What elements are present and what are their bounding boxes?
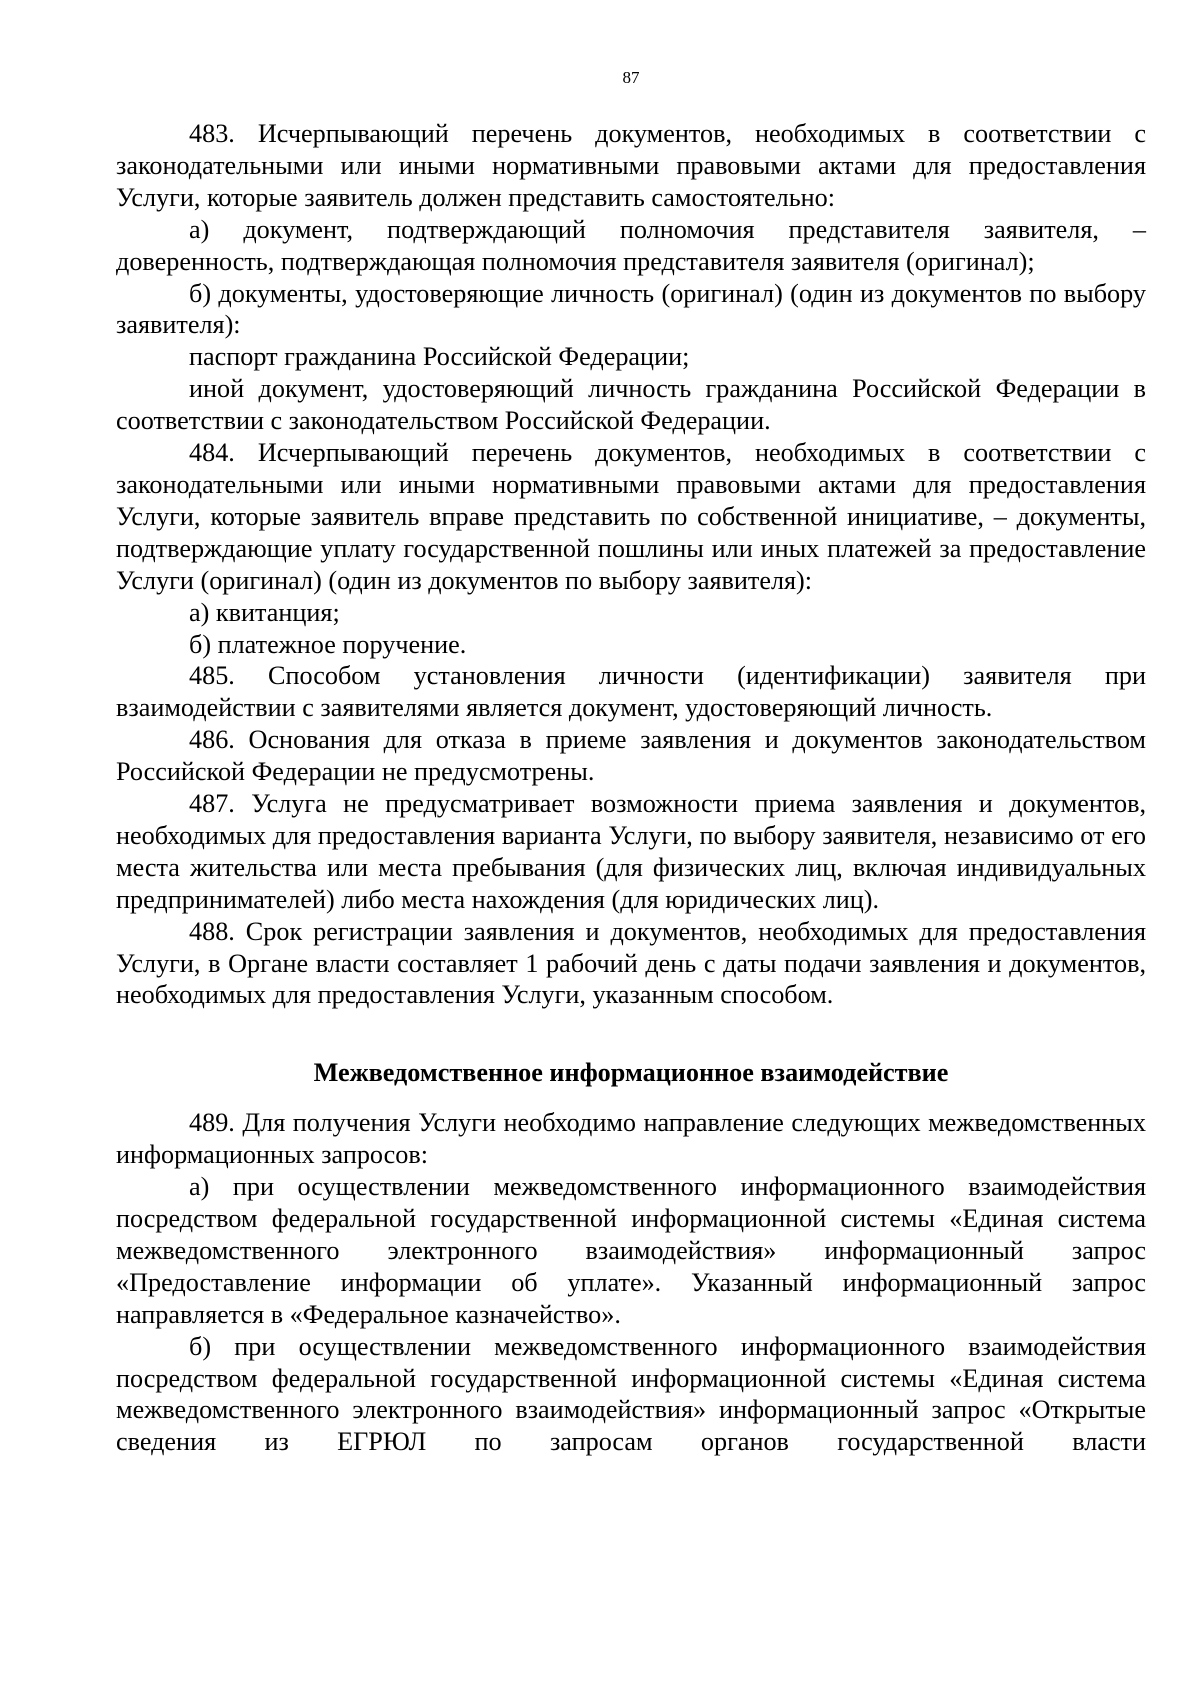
paragraph-488: 488. Срок регистрации заявления и документов, необходимых для предоставления Услуги, в Органе власти составляет 1 рабочий день с даты подачи заявления и документов, необходимых для предоставления Услуги, указанным способом. (116, 916, 1146, 1010)
paragraph-489-item-b: б) при осуществлении межведомственного информационного взаимодействия посредством федеральной государственной информационной системы «Единая система межведомственного электронного взаимодействия» информационный запрос «Открытые сведения из ЕГРЮЛ по запросам органов государственной власти (116, 1331, 1146, 1457)
paragraph-486: 486. Основания для отказа в приеме заявления и документов законодательством Российской Федерации не предусмотрены. (116, 725, 1146, 787)
document-body (116, 118, 1146, 1458)
paragraph-483-other-document: иной документ, удостоверяющий личность гражданина Российской Федерации в соответствии с законодательством Российской Федерации. (116, 374, 1146, 436)
page-number: 87 (622, 68, 640, 87)
paragraph-484: 484. Исчерпывающий перечень документов, необходимых в соответствии с законодательными или иными нормативными правовыми актами для предоставления Услуги, которые заявитель вправе представить по собственной инициативе, – документы, подтверждающие уплату государственной пошлины или иных платежей за предоставление Услуги (оригинал) (один из документов по выбору заявителя): (116, 438, 1146, 595)
paragraph-483-passport: паспорт гражданина Российской Федерации; (189, 342, 690, 372)
paragraph-483: 483. Исчерпывающий перечень документов, необходимых в соответствии с законодательными или иными нормативными правовыми актами для предоставления Услуги, которые заявитель должен представить самостоятельно: (116, 119, 1146, 212)
paragraph-489: 489. Для получения Услуги необходимо направление следующих межведомственных информационных запросов: (116, 1108, 1146, 1170)
section-heading: Межведомственное информационное взаимодействие (313, 1058, 949, 1088)
paragraph-485: 485. Способом установления личности (идентификации) заявителя при взаимодействии с заявителями является документ, удостоверяющий личность. (116, 661, 1146, 723)
paragraph-487: 487. Услуга не предусматривает возможности приема заявления и документов, необходимых для предоставления варианта Услуги, по выбору заявителя, независимо от его места жительства или места пребывания (для физических лиц, включая индивидуальных предпринимателей) либо места нахождения (для юридических лиц). (116, 789, 1146, 914)
paragraph-483-item-b: б) документы, удостоверяющие личность (оригинал) (один из документов по выбору заявителя): (116, 278, 1146, 340)
paragraph-489-item-a: а) при осуществлении межведомственного информационного взаимодействия посредством федеральной государственной информационной системы «Единая система межведомственного электронного взаимодействия» информационный запрос «Предоставление информации об уплате». Указанный информационный запрос направляется в «Федеральное казначейство». (116, 1172, 1146, 1329)
paragraph-483-item-a: а) документ, подтверждающий полномочия представителя заявителя, – доверенность, подтверждающая полномочия представителя заявителя (оригинал); (116, 214, 1146, 276)
paragraph-484-item-b: б) платежное поручение. (189, 629, 467, 659)
paragraph-484-item-a: а) квитанция; (189, 597, 340, 627)
